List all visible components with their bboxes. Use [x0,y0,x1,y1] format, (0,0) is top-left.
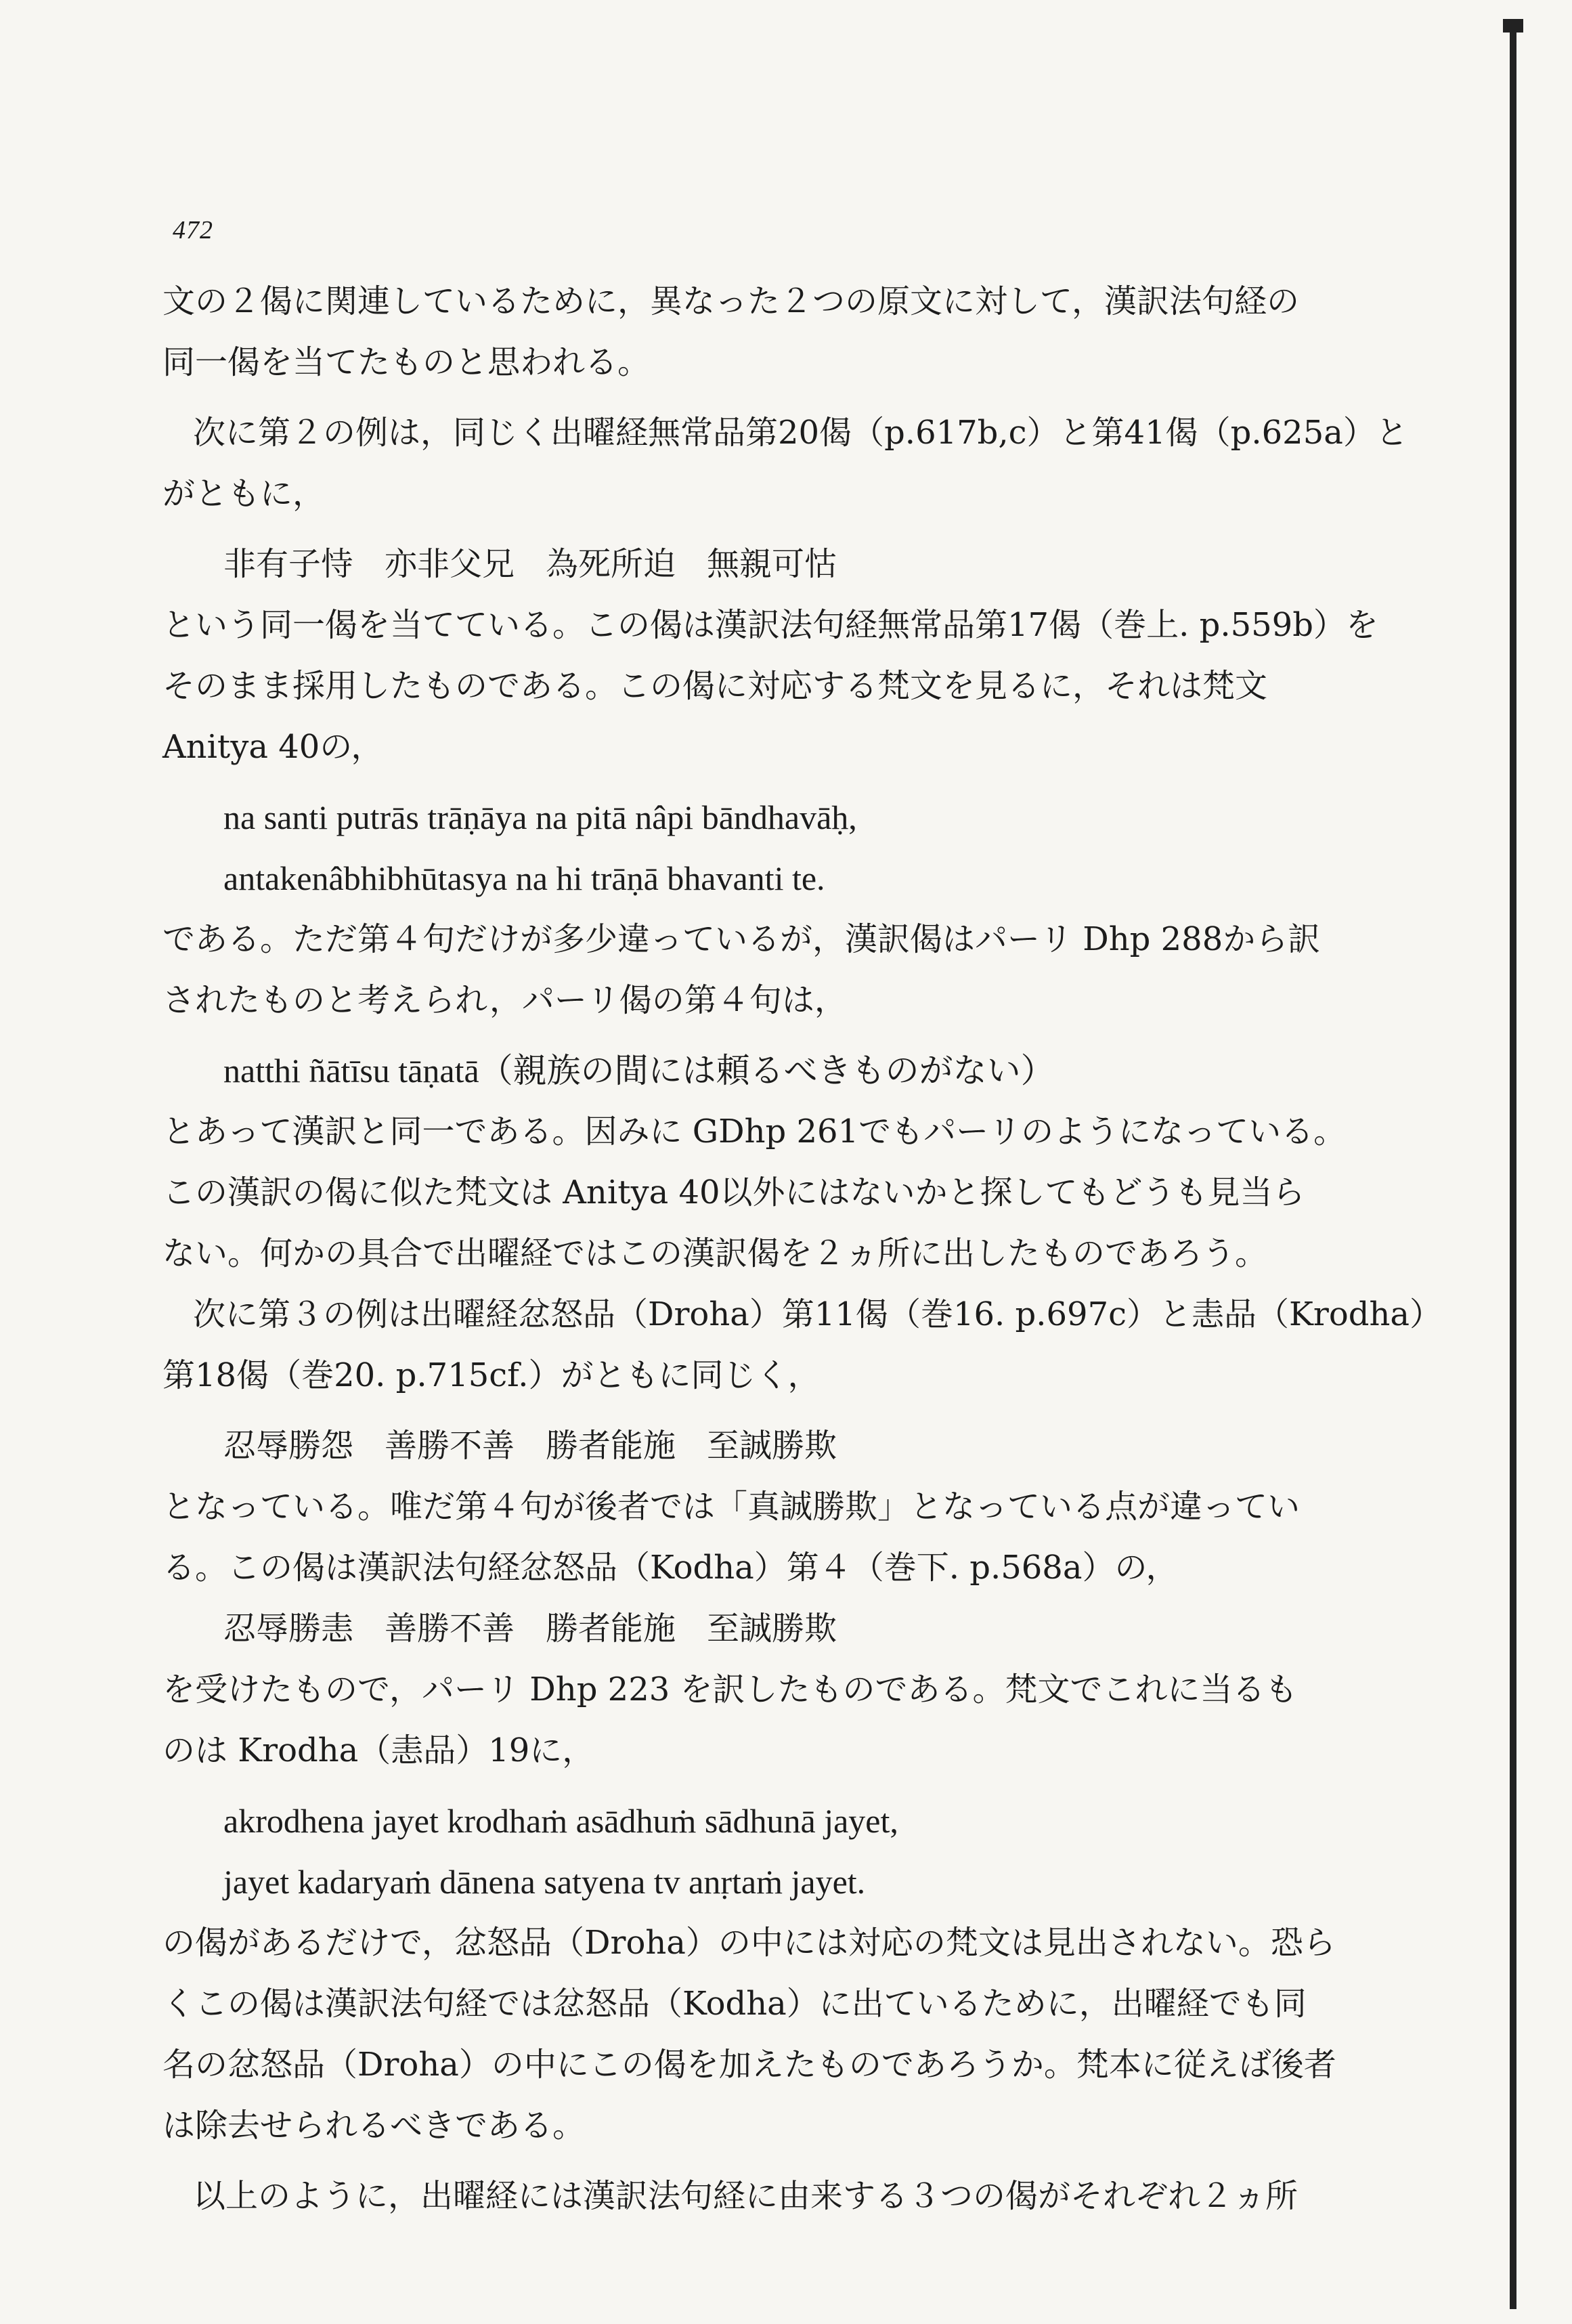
text-line: を受けたもので，パーリ Dhp 223 を訳したものである。梵文でこれに当るも [162,1671,1298,1708]
page-number: 472 [173,216,213,244]
sanskrit-verse-line: akrodhena jayet krodhaṁ asādhuṁ sādhunā jayet, [223,1802,898,1840]
verse-phrase: 至誠勝欺 [707,1610,837,1648]
verse-phrase: 忍辱勝恚 [223,1610,354,1648]
text-line: 名の忿怒品（Droha）の中にこの偈を加えたものであろうか。梵本に従えば後者 [162,2046,1336,2084]
verse-phrase: 至誠勝欺 [707,1427,837,1465]
text-line: Anitya 40の， [162,728,384,766]
text-line: 文の２偈に関連しているために，異なった２つの原文に対して，漢訳法句経の [162,282,1300,320]
chinese-verse [162,534,1344,595]
text-line: この漢訳の偈に似た梵文は Anitya 40以外にはないかと探してもどうも見当ら [162,1174,1305,1211]
text-line: 第18偈（巻20. p.715cf.）がともに同じく， [162,1356,821,1394]
text-line: 次に第２の例は，同じく出曜経無常品第20偈（p.617b,c）と第41偈（p.625a）と [193,414,1408,452]
text-line: とあって漢訳と同一である。因みに GDhp 261でもパーリのようになっている。 [162,1113,1347,1150]
text-line: の偈があるだけで，忿怒品（Droha）の中には対応の梵文は見出されない。恐ら [162,1924,1336,1962]
text-line: 以上のように，出曜経には漢訳法句経に由来する３つの偈がそれぞれ２ヵ所 [193,2177,1298,2215]
sanskrit-verse-line: jayet kadaryaṁ dānena satyena tv anṛtaṁ jayet. [223,1863,866,1901]
text-line: ない。何かの具合で出曜経ではこの漢訳偈を２ヵ所に出したものであろう。 [162,1234,1268,1272]
sanskrit-verse-line: antakenâbhibhūtasya na hi trāṇā bhavanti te. [223,859,825,897]
verse-phrase: 善勝不善 [385,1427,515,1465]
text-line: くこの偈は漢訳法句経では忿怒品（Kodha）に出ているために，出曜経でも同 [162,1985,1307,2023]
chinese-verse [162,1598,1344,1659]
verse-phrase: 無親可怙 [707,545,837,583]
verse-phrase: 為死所迫 [546,545,676,583]
body-text [162,271,1442,2226]
text-line: 同一偈を当てたものと思われる。 [162,343,651,381]
text-line: という同一偈を当てている。この偈は漢訳法句経無常品第17偈（巻上. p.559b）を [162,606,1378,644]
sanskrit-verse-line: na santi putrās trāṇāya na pitā nâpi bāndhavāḥ, [223,798,857,836]
binding-edge-line [1510,20,1516,2309]
chinese-verse [162,1415,1344,1476]
pali-verse-line: natthi ñātīsu tāṇatā（親族の間には頼るべきものがない） [223,1052,1055,1090]
text-line: は除去せられるべきである。 [162,2107,586,2145]
text-line: のは Krodha（恚品）19に， [162,1731,595,1769]
text-line: 次に第３の例は出曜経忿怒品（Droha）第11偈（巻16. p.697c）と恚品（Krodha） [193,1295,1442,1333]
verse-phrase: 勝者能施 [546,1610,676,1648]
text-line: となっている。唯だ第４句が後者では「真誠勝欺」となっている点が違ってい [162,1488,1301,1526]
verse-phrase: 忍辱勝怨 [223,1427,354,1465]
verse-phrase: 亦非父兄 [385,545,515,583]
text-line: されたものと考えられ，パーリ偈の第４句は， [162,981,847,1019]
text-line: る。この偈は漢訳法句経忿怒品（Kodha）第４（巻下. p.568a）の， [162,1549,1179,1587]
verse-phrase: 勝者能施 [546,1427,676,1465]
text-line: そのまま採用したものである。この偈に対応する梵文を見るに，それは梵文 [162,667,1268,705]
text-line: がともに， [162,475,326,513]
text-line: である。ただ第４句だけが多少違っているが，漢訳偈はパーリ Dhp 288から訳 [162,920,1321,958]
verse-phrase: 善勝不善 [385,1610,515,1648]
verse-phrase: 非有子恃 [223,545,354,583]
